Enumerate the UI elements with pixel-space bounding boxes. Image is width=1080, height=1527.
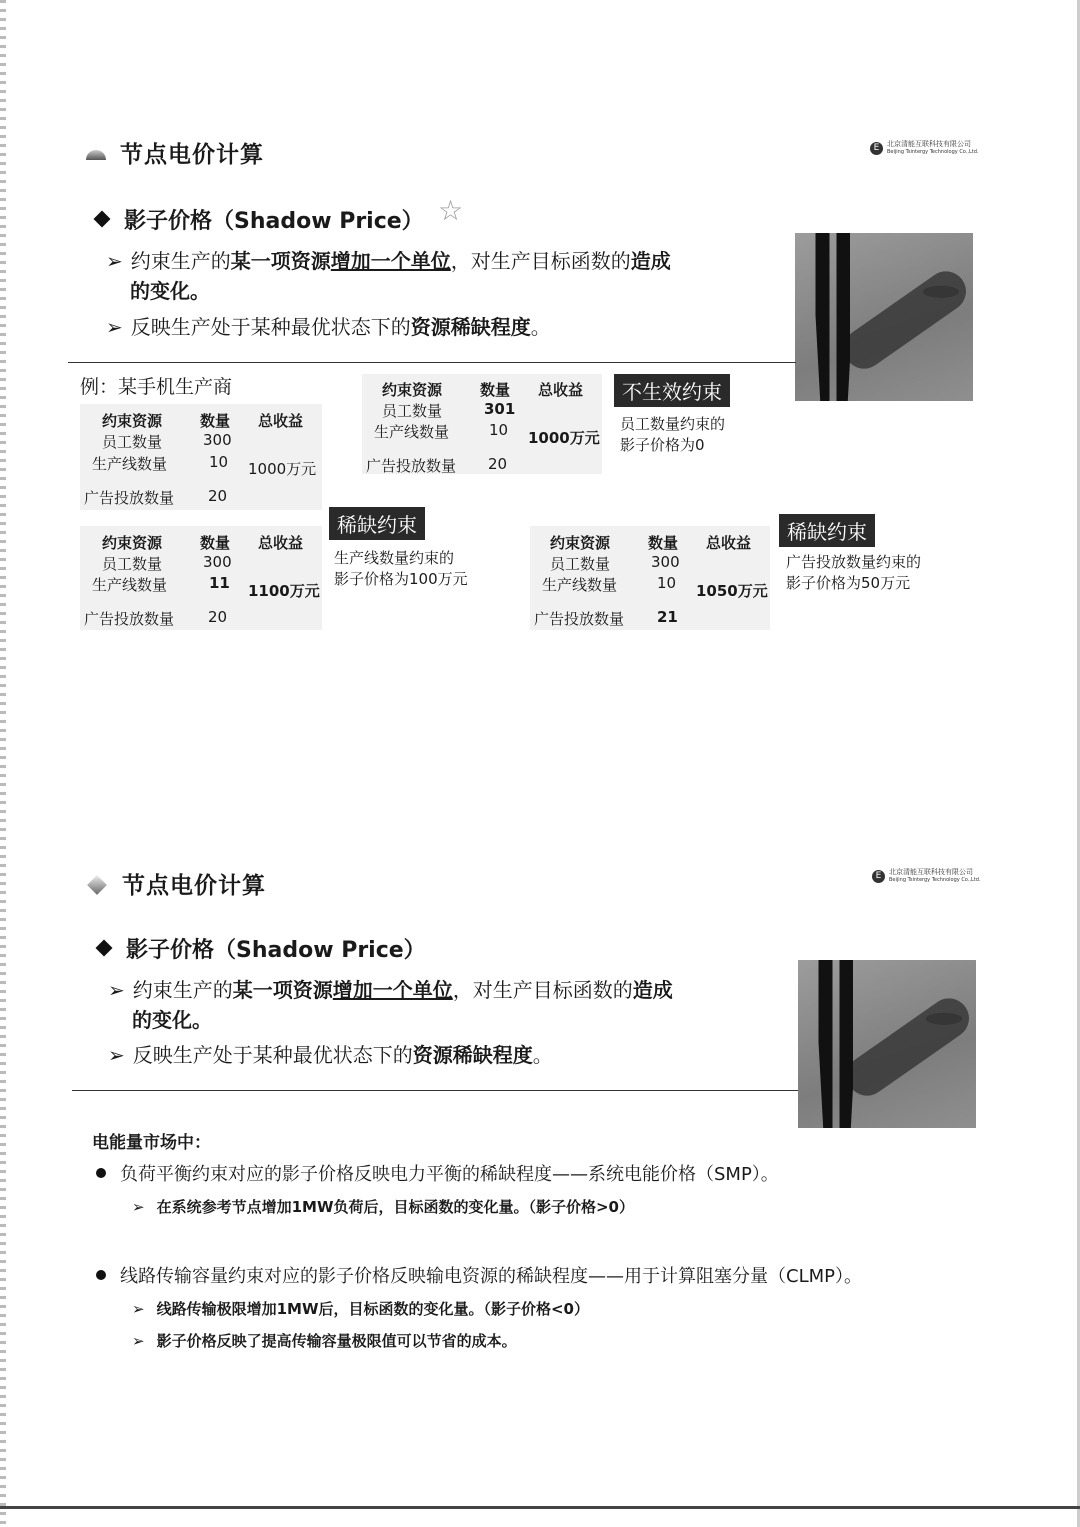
table-baseline (80, 404, 322, 510)
row-staff: 员工数量 (382, 402, 443, 420)
value-income: 1000万元 (248, 460, 317, 478)
value-staff: 300 (203, 553, 232, 571)
row-staff: 员工数量 (550, 555, 611, 573)
arrow-bullet-icon: ➢ (132, 1198, 145, 1216)
value-income: 1100万元 (248, 582, 320, 600)
row-lines: 生产线数量 (374, 423, 450, 441)
row-ads: 广告投放数量 (84, 489, 175, 507)
arrow-bullet-icon: ➢ (106, 249, 123, 273)
point1-text-c: 增加一个单位 (332, 978, 453, 1002)
col-income: 总收益 (258, 534, 304, 552)
col-resource: 约束资源 (102, 412, 163, 430)
value-ads: 20 (208, 608, 228, 626)
value-lines: 11 (209, 574, 230, 592)
slide1-point-2 (106, 312, 786, 342)
col-income: 总收益 (258, 412, 304, 430)
col-qty: 数量 (648, 534, 679, 552)
point2-text-a: 反映生产处于某种最优状态下的 (130, 315, 411, 339)
value-staff: 300 (203, 431, 232, 449)
logo-name-en: Beijing Tsintergy Technology Co.,Ltd. (889, 877, 981, 883)
arrow-bullet-icon: ➢ (108, 1043, 125, 1067)
hand-drawn-star-icon: ☆ (438, 194, 464, 227)
bullet-clmp-sub-1 (132, 1298, 589, 1319)
col-resource: 约束资源 (550, 534, 611, 552)
point2-text-c: 。 (530, 315, 551, 339)
slide2-heading (98, 933, 426, 964)
col-resource: 约束资源 (102, 534, 163, 552)
col-income: 总收益 (538, 381, 584, 399)
col-qty: 数量 (200, 534, 231, 552)
logo-icon: E (872, 870, 885, 883)
page-edge-bottom (0, 1506, 1080, 1509)
bullet-smp-text: 负荷平衡约束对应的影子价格反映电力平衡的稀缺程度——系统电能价格（SMP）。 (120, 1164, 779, 1185)
walking-person-photo (795, 233, 973, 401)
row-lines: 生产线数量 (92, 455, 168, 473)
value-ads: 20 (488, 455, 508, 473)
row-ads: 广告投放数量 (84, 610, 175, 628)
table-staff-plus-one (362, 374, 602, 474)
table-ads-plus-one (530, 526, 770, 630)
point1-text-d: ，对生产目标函数的 (452, 978, 633, 1002)
title-bullet-icon (87, 875, 107, 895)
value-income: 1000万元 (528, 429, 600, 447)
value-ads: 20 (208, 487, 228, 505)
col-qty: 数量 (200, 412, 231, 430)
arrow-bullet-icon: ➢ (132, 1300, 145, 1318)
point2-text-c: 。 (532, 1043, 553, 1067)
slide2-point-2 (108, 1040, 788, 1070)
point2-text-b: 资源稀缺程度 (412, 1043, 533, 1067)
slide1-title: 节点电价计算 (120, 142, 264, 168)
value-income: 1050万元 (696, 582, 768, 600)
scarce-constraint-label-2: 稀缺约束 (779, 514, 875, 547)
slide1-divider (68, 362, 796, 363)
point1-text-e: 造成 (630, 249, 671, 273)
slide2-point-1 (108, 975, 788, 1035)
heading-text: 影子价格（Shadow Price） (126, 938, 426, 963)
logo-icon: E (870, 142, 883, 155)
dot-bullet-icon (96, 1270, 106, 1280)
ineffective-note (620, 414, 725, 456)
walking-person-photo (798, 960, 976, 1128)
point1-text-f: 的变化。 (130, 279, 210, 303)
point1-text-b: 某一项资源 (232, 978, 333, 1002)
col-resource: 约束资源 (382, 381, 443, 399)
title-bullet-icon (86, 150, 106, 160)
company-logo (870, 140, 978, 156)
row-lines: 生产线数量 (92, 576, 168, 594)
point1-text-a: 约束生产的 (130, 249, 231, 273)
value-lines: 10 (657, 574, 677, 592)
scarce-note-1-line1: 生产线数量约束的 (334, 549, 455, 567)
bullet-smp-sub-text: 在系统参考节点增加1MW负荷后，目标函数的变化量。（影子价格>0） (156, 1198, 634, 1216)
scarce-note-2 (786, 552, 921, 594)
ineffective-note-line2: 影子价格为0 (620, 436, 705, 454)
scarce-constraint-label-1: 稀缺约束 (329, 507, 425, 540)
logo-name-cn: 北京清能互联科技有限公司 (887, 140, 971, 148)
diamond-bullet-icon (94, 211, 111, 228)
bullet-smp-sub (132, 1196, 634, 1217)
arrow-bullet-icon: ➢ (106, 315, 123, 339)
slide2-divider (72, 1090, 798, 1091)
point1-text-b: 某一项资源 (230, 249, 331, 273)
arrow-bullet-icon: ➢ (108, 978, 125, 1002)
col-qty: 数量 (480, 381, 511, 399)
point1-text-d: ，对生产目标函数的 (450, 249, 631, 273)
bullet-clmp-text: 线路传输容量约束对应的影子价格反映输电资源的稀缺程度——用于计算阻塞分量（CLMP）。 (120, 1266, 862, 1287)
page-edge-left (0, 0, 6, 1527)
row-staff: 员工数量 (102, 555, 163, 573)
point2-text-a: 反映生产处于某种最优状态下的 (132, 1043, 413, 1067)
point1-text-a: 约束生产的 (132, 978, 233, 1002)
bullet-clmp-sub-1-text: 线路传输极限增加1MW后，目标函数的变化量。（影子价格<0） (156, 1300, 589, 1318)
point1-text-e: 造成 (632, 978, 673, 1002)
bullet-clmp (96, 1262, 862, 1288)
scarce-note-1 (334, 548, 468, 590)
bullet-clmp-sub-2-text: 影子价格反映了提高传输容量极限值可以节省的成本。 (156, 1332, 517, 1350)
bullet-clmp-sub-2 (132, 1330, 517, 1351)
slide1-point-1 (106, 246, 786, 306)
row-ads: 广告投放数量 (534, 610, 625, 628)
ineffective-constraint-label: 不生效约束 (614, 374, 730, 407)
bullet-smp (96, 1160, 779, 1186)
point1-text-c: 增加一个单位 (330, 249, 451, 273)
heading-text: 影子价格（Shadow Price） (124, 209, 424, 234)
market-label: 电能量市场中： (92, 1133, 211, 1153)
value-staff: 301 (484, 400, 516, 418)
table-lines-plus-one (80, 526, 322, 630)
logo-name-cn: 北京清能互联科技有限公司 (889, 868, 973, 876)
value-staff: 300 (651, 553, 680, 571)
slide2-title: 节点电价计算 (122, 873, 266, 899)
row-staff: 员工数量 (102, 433, 163, 451)
row-ads: 广告投放数量 (366, 457, 457, 475)
diamond-bullet-icon (96, 940, 113, 957)
value-lines: 10 (209, 453, 229, 471)
example-label: 例：某手机生产商 (80, 376, 233, 398)
logo-name-en: Beijing Tsintergy Technology Co.,Ltd. (887, 149, 979, 155)
point1-text-f: 的变化。 (132, 1008, 212, 1032)
company-logo (872, 868, 980, 884)
dot-bullet-icon (96, 1168, 106, 1178)
arrow-bullet-icon: ➢ (132, 1332, 145, 1350)
value-ads: 21 (657, 608, 678, 626)
scarce-note-1-line2: 影子价格为100万元 (334, 570, 468, 588)
scarce-note-2-line2: 影子价格为50万元 (786, 574, 911, 592)
slide1-heading (96, 204, 424, 235)
row-lines: 生产线数量 (542, 576, 618, 594)
value-lines: 10 (489, 421, 509, 439)
point2-text-b: 资源稀缺程度 (410, 315, 531, 339)
scarce-note-2-line1: 广告投放数量约束的 (786, 553, 922, 571)
col-income: 总收益 (706, 534, 752, 552)
ineffective-note-line1: 员工数量约束的 (620, 415, 726, 433)
